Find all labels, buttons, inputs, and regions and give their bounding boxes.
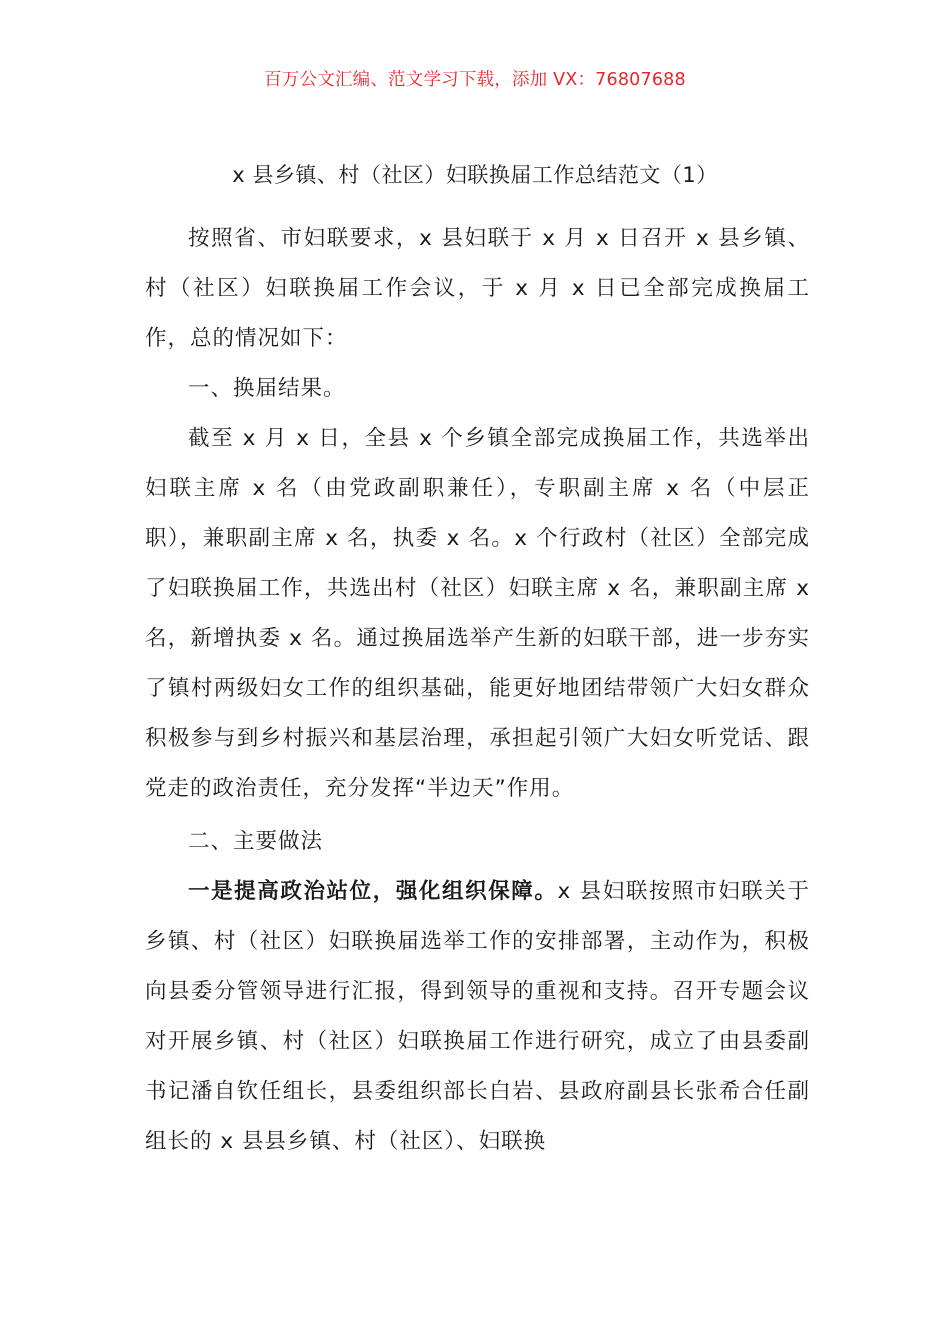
intro-paragraph: 按照省、市妇联要求，x 县妇联于 x 月 x 日召开 x 县乡镇、村（社区）妇联换届工作会议，于 x 月 x 日已全部完成换届工作，总的情况如下： xyxy=(145,226,810,351)
point1-paragraph xyxy=(145,867,810,1167)
point1-lead: 一是提高政治站位，强化组织保障。 xyxy=(188,879,558,904)
watermark-header: 百万公文汇编、范文学习下载，添加 VX：76807688 xyxy=(264,70,686,90)
section2-heading: 二、主要做法 xyxy=(188,829,324,854)
point1-body: x 县妇联按照市妇联关于乡镇、村（社区）妇联换届选举工作的安排部署，主动作为，积极向县委分管领导进行汇报，得到领导的重视和支持。召开专题会议对开展乡镇、村（社区）妇联换届工作进行研究，成立了由县委副书记潘自钦任组长，县委组织部长白岩、县政府副县长张希合任副组长的 x 县县乡镇、村（社区）、妇联换 xyxy=(145,879,810,1154)
section1-paragraph: 截至 x 月 x 日，全县 x 个乡镇全部完成换届工作，共选举出妇联主席 x 名（由党政副职兼任），专职副主席 x 名（中层正职），兼职副主席 x 名，执委 x 名。x 个行政村（社区）全部完成了妇联换届工作，共选出村（社区）妇联主席 x 名，兼职副主席 x 名，新增执委 x 名。通过换届选举产生新的妇联干部，进一步夯实了镇村两级妇女工作的组织基础，能更好地团结带领广大妇女群众积极参与到乡村振兴和基层治理，承担起引领广大妇女听党话、跟党走的政治责任，充分发挥“半边天”作用。 xyxy=(145,426,810,801)
page-title: x 县乡镇、村（社区）妇联换届工作总结范文（1） xyxy=(232,163,718,187)
document-body xyxy=(145,214,810,1167)
section1-heading: 一、换届结果。 xyxy=(188,376,346,401)
